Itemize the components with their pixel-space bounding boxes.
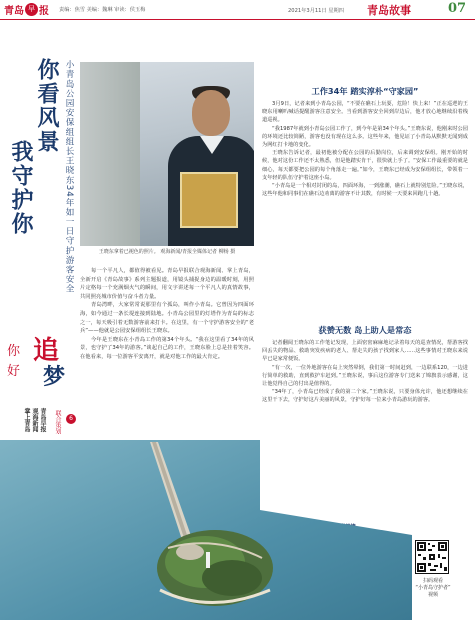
promo-char-ni: 你	[7, 344, 21, 359]
right-section-title: 工作34年 踏实淳朴“守家园”	[311, 86, 419, 96]
section-title: 青岛故事	[367, 4, 411, 17]
promo-char-zhui: 追	[33, 336, 60, 366]
logo-badge: 早	[25, 3, 38, 16]
paragraph: “有一次，一位外地游客在岛上突然晕倒，我们第一时间赶到，一边联系120，一边进行简单的救助，直到救护车赶到。”王晓东说，事后这位游客专门送来了锦旗表示感谢，这让他觉得自己的付出是值得的。	[262, 364, 468, 388]
paragraph: 今年是王晓东在小青岛工作的第34个年头。“我在这里看了34年的风景，也守护了34年的游客。”谈起自己的工作，王晓东脸上总是挂着笑容。在他看来，每一位游客平安离开，就是对他工作的最大肯定。	[80, 336, 254, 360]
paragraph: 每一个平凡人，都值得被看见。青岛早报联合观海新闻、掌上青岛，全新开启《青岛故事》系列主题报道，用镜头捕捉身边的温暖时刻，用照片定格每一个充满烟火气的瞬间，用文字讲述每一个平凡人的真情故事，共同照亮城市价值与奋斗者力量。	[80, 268, 254, 300]
editor-credits: 责编：焦雪 美编：魏琳 审读：侯玉梅	[59, 7, 146, 13]
right-article-column-2	[262, 339, 468, 405]
promo-partner-3: 掌上青岛	[23, 408, 30, 432]
promo-partner-2: 观海新闻	[31, 408, 38, 432]
headline-line-2: 我守护你	[8, 140, 34, 236]
right-article-column-1	[262, 100, 468, 198]
qr-caption: 扫码观看 “小青岛守护者” 视频	[415, 578, 451, 598]
headline-subtitle: 小青岛公园安保组组长王晓东34年如一日守护游客安全	[64, 60, 74, 294]
logo-text-right: 报	[39, 6, 49, 17]
qr-code-icon[interactable]	[415, 540, 449, 574]
paragraph: 青岛湾畔，大家常常说那里有个孤岛，叫作小青岛。它曾因为四面环海，如今通过一条长堤连接到陆地。小青岛公园里的灯塔作为青岛的标志之一，每天吸引着无数游客前来打卡。在这里，有一个守护游客安全的“老兵”——他就是公园安保组组长王晓东。	[80, 302, 254, 335]
paragraph: 王晓东告诉记者，最初他被分配在公园的后勤岗位，后来调到安保组。刚开始的时候，他对这份工作还不太熟悉，但是他踏实肯干，很快就上手了。“安保工作最重要的就是细心，每天都要把公园的每个角落走一遍。”如今，王晓东已经成为安保组组长，带领着一支年轻的队伍守护着这座小岛。	[262, 150, 468, 181]
promo-partner-1: 青岛早报	[39, 408, 46, 432]
paragraph: “我1987年就到小青岛公园工作了，到今年是第34个年头。”王晓东说，他刚来时公园的环境还比较简陋，游客也没有现在这么多。这些年来，他见证了小青岛从默默无闻到成为网红打卡地的变化。	[262, 125, 468, 149]
right-section-heading-2: 获赞无数 岛上助人是常态	[318, 325, 412, 335]
left-article-column	[80, 267, 254, 362]
aerial-island-photo	[0, 440, 412, 620]
headline-line-1: 你看风景	[34, 58, 60, 154]
newspaper-logo	[4, 2, 49, 17]
paragraph: 记者翻阅王晓东的工作笔记发现，上面密密麻麻地记录着每天的巡查情况，帮游客找回丢失的物品、救助突发疾病的老人、帮走失的孩子找到家人……这些事情对王晓东来说早已是家常便饭。	[262, 340, 468, 363]
issue-date: 2021年3月11日 星期四	[288, 8, 344, 14]
logo-text-left: 青岛	[4, 6, 24, 17]
old-photo-frame	[180, 172, 238, 228]
page-header	[0, 0, 475, 20]
portrait-photo	[80, 62, 254, 246]
page-number: 07	[448, 1, 467, 16]
paragraph: “小青岛是一个相对封闭的岛，四面环海，一到涨潮，礁石上就特别危险。”王晓东说，这些年他和同事们在礁石边劝离的游客不计其数，有时候一天要来回跑几十趟。	[262, 183, 468, 198]
paragraph: 3月9日，记者来到小青岛公园，“不要在礁石上玩耍，危险！快上来！”正在巡逻的王晓东用喇叭喊话提醒游客注意安全。当看到游客安全回到岸边后，他才放心地继续沿着栈道巡视。	[262, 101, 468, 124]
promo-char-meng: 梦	[43, 364, 66, 390]
promo-stamp: 联合策划	[54, 410, 61, 434]
photo-caption: 王晓东拿着已褪色的照片。 观海新闻/青报全媒体记者 柳杨 摄	[98, 249, 236, 255]
paragraph: “34年了，小青岛已经成了我的第二个家。”王晓东说，只要身体允许，他还想继续在这里干下去，守护好这片美丽的风景，守护好每一位来小青岛游玩的游客。	[262, 389, 468, 404]
promo-issue-number: 6	[66, 414, 76, 424]
promo-char-hao: 好	[7, 364, 21, 379]
